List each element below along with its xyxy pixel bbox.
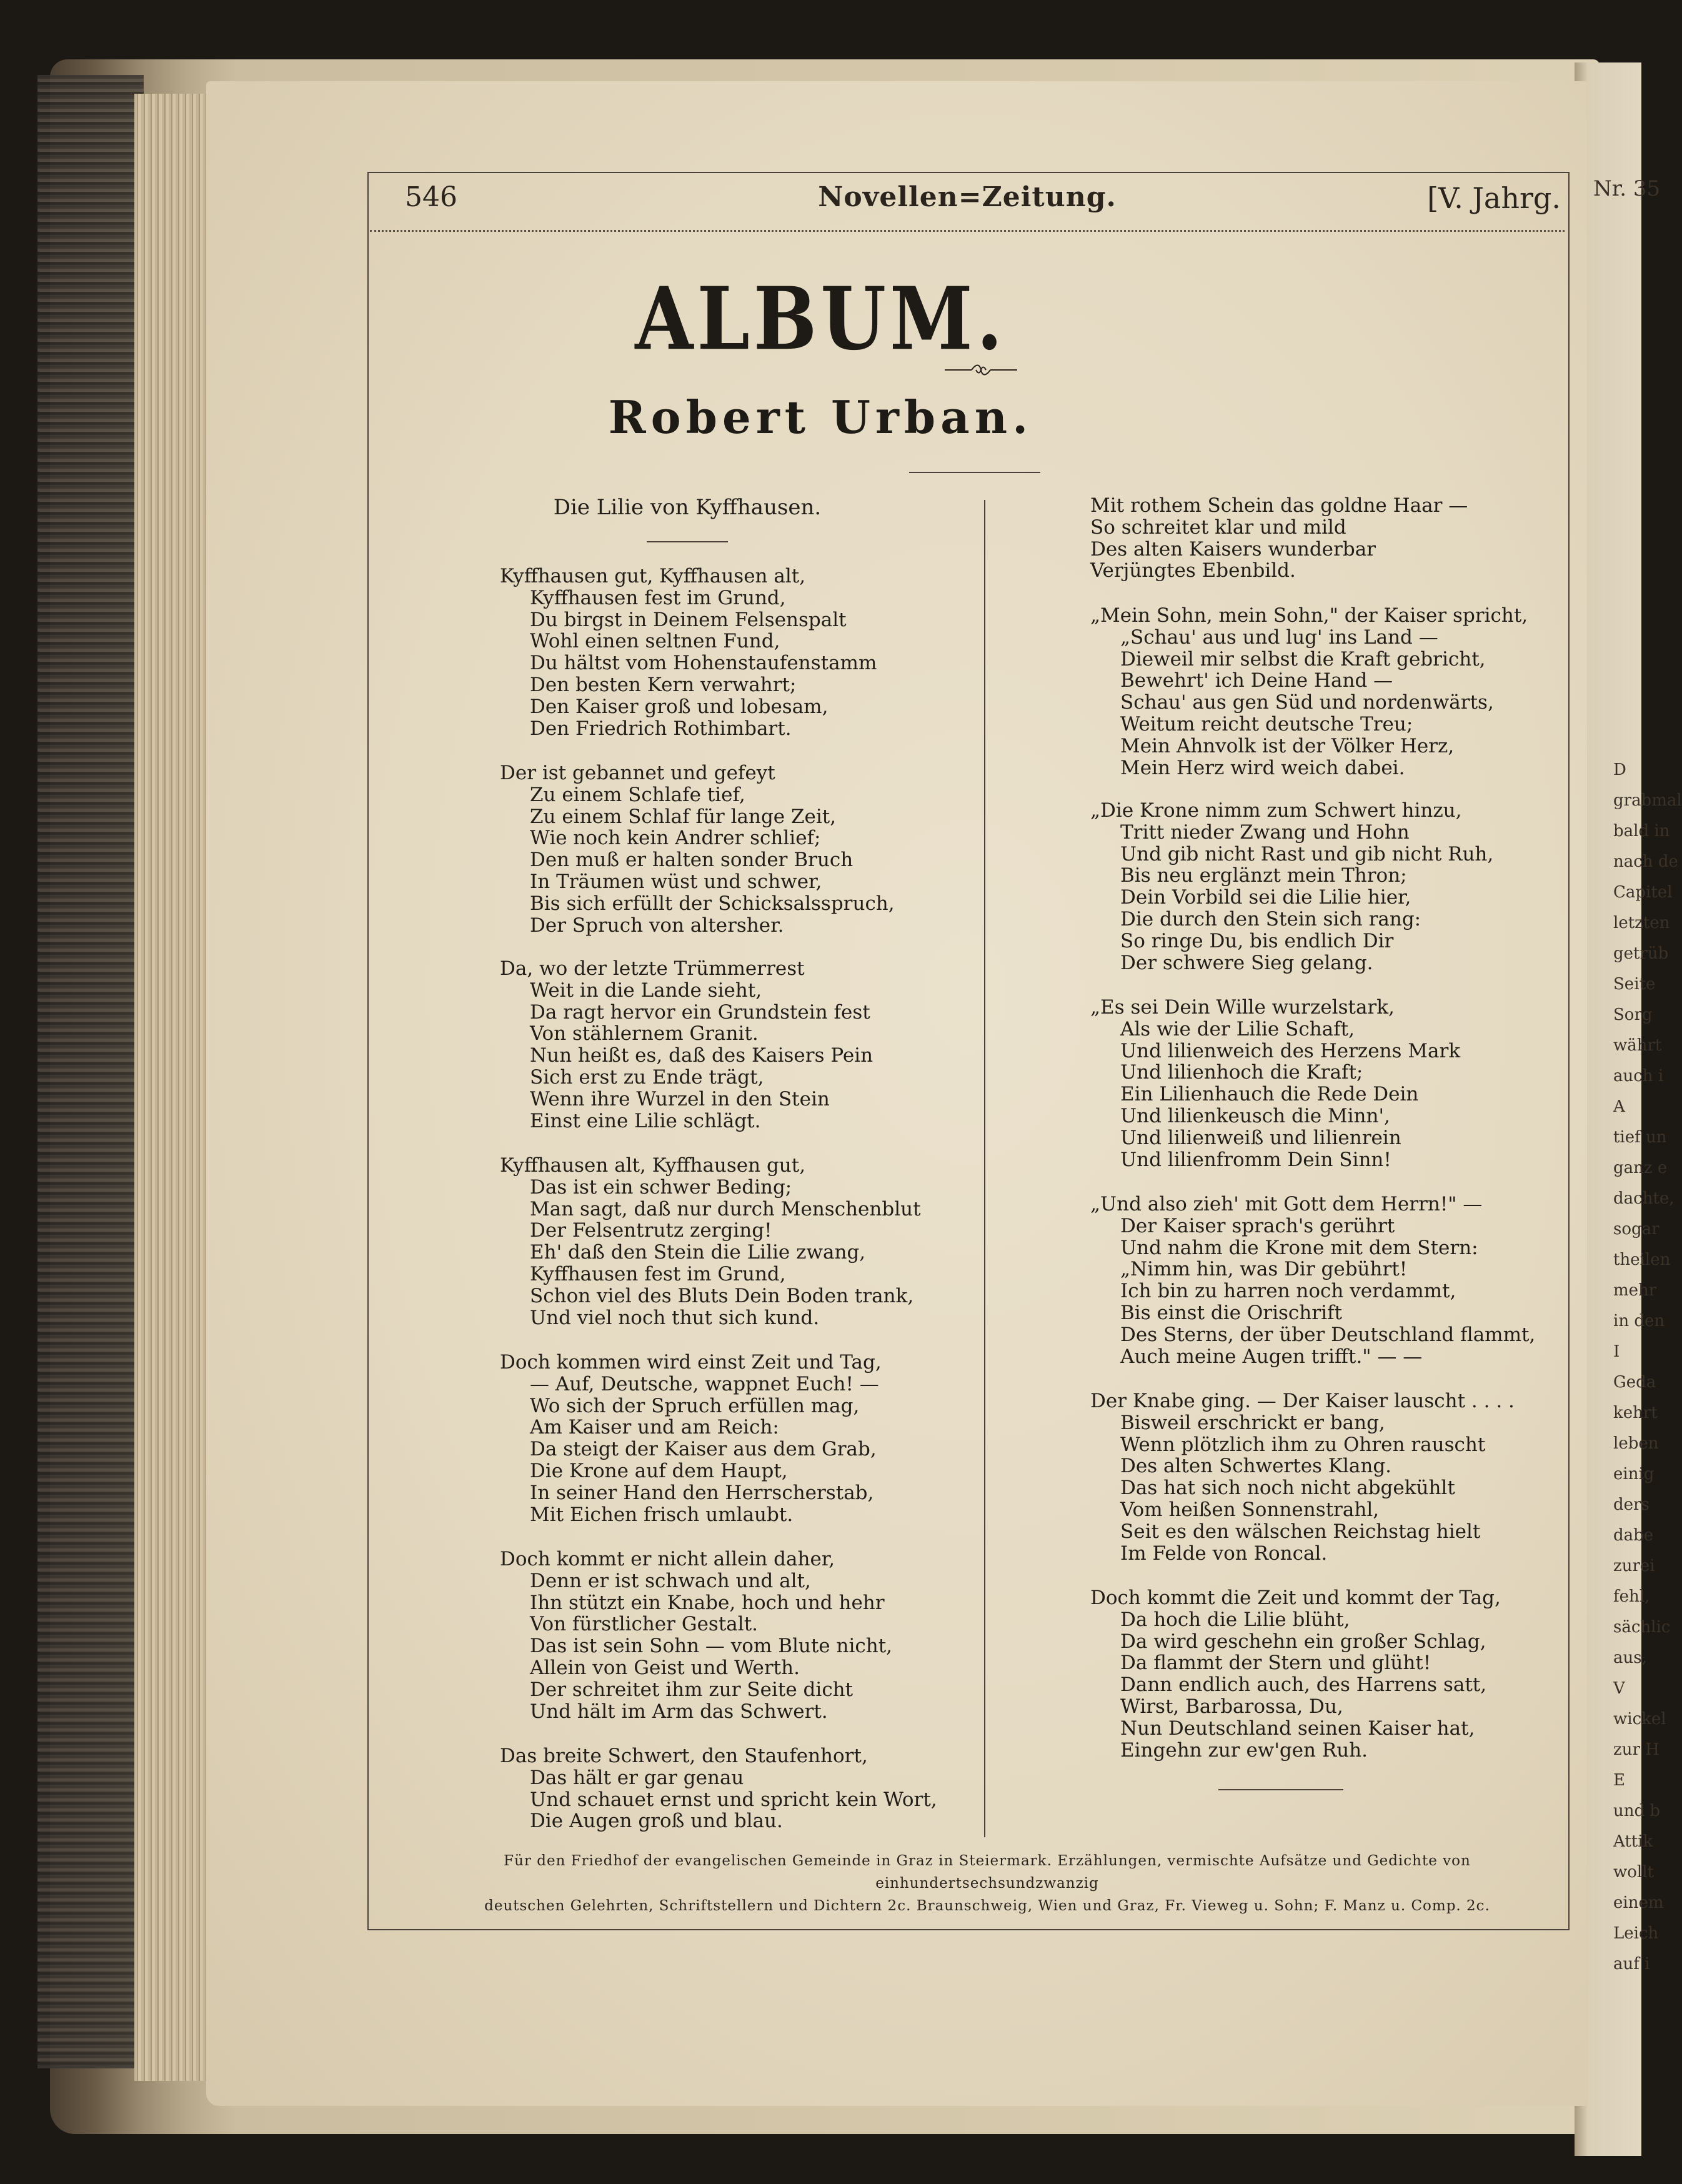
verse-line: So schreitet klar und mild bbox=[1090, 516, 1346, 539]
next-page-fragment: Sorg bbox=[1613, 1005, 1653, 1024]
footer-note bbox=[400, 1850, 1575, 1917]
verse-line: Allein von Geist und Werth. bbox=[530, 1656, 800, 1679]
verse-line: Des alten Kaisers wunderbar bbox=[1090, 537, 1376, 561]
next-page-fragment: letzten bbox=[1613, 914, 1670, 932]
next-page-fragment: Seite bbox=[1613, 975, 1656, 994]
stanza bbox=[1090, 1194, 1535, 1367]
verse-line: Und viel noch thut sich kund. bbox=[530, 1306, 820, 1329]
stanza bbox=[500, 762, 895, 936]
verse-line: Kyffhausen alt, Kyffhausen gut, bbox=[500, 1154, 806, 1177]
verse-line: Der Spruch von altersher. bbox=[530, 914, 784, 937]
verse-line: Zu einem Schlafe tief, bbox=[530, 783, 745, 806]
verse-line: Seit es den wälschen Reichstag hielt bbox=[1120, 1520, 1481, 1543]
next-page-fragment: E bbox=[1613, 1771, 1625, 1790]
verse-line: Nun Deutschland seinen Kaiser hat, bbox=[1120, 1717, 1475, 1740]
next-page-fragment: in den bbox=[1613, 1312, 1665, 1330]
verse-line: Doch kommt er nicht allein daher, bbox=[500, 1548, 835, 1570]
page-number: 546 bbox=[405, 181, 457, 213]
verse-line: Den Friedrich Rothimbart. bbox=[530, 717, 792, 740]
next-page-fragment: theilen bbox=[1613, 1250, 1671, 1269]
next-page-fragment: V bbox=[1613, 1679, 1625, 1698]
volume-label: [V. Jahrg. bbox=[1427, 181, 1561, 215]
verse-line: Da, wo der letzte Trümmerrest bbox=[500, 957, 805, 980]
verse-line: Da hoch die Lilie blüht, bbox=[1120, 1608, 1350, 1631]
next-page-fragment: dachte, bbox=[1613, 1189, 1675, 1208]
verse-line: „Nimm hin, was Dir gebührt! bbox=[1120, 1258, 1408, 1281]
verse-line: Eingehn zur ew'gen Ruh. bbox=[1120, 1738, 1368, 1762]
verse-line: Auch meine Augen trifft." — — bbox=[1120, 1345, 1423, 1368]
verse-line: Wenn plötzlich ihm zu Ohren rauscht bbox=[1120, 1433, 1486, 1456]
next-page-fragment: einem bbox=[1613, 1893, 1664, 1912]
verse-line: Bewehrt' ich Deine Hand — bbox=[1120, 669, 1393, 692]
verse-line: Mit rothem Schein das goldne Haar — bbox=[1090, 494, 1468, 517]
next-page-fragment: auch i bbox=[1613, 1067, 1664, 1085]
verse-line: Vom heißen Sonnenstrahl, bbox=[1120, 1498, 1380, 1521]
next-page-fragment: D bbox=[1613, 760, 1626, 779]
next-page-fragment: I bbox=[1613, 1342, 1620, 1361]
verse-line: Des Sterns, der über Deutschland flammt, bbox=[1120, 1323, 1536, 1346]
stanza bbox=[500, 1745, 937, 1832]
next-page-fragment: sogar bbox=[1613, 1220, 1660, 1239]
verse-line: Den muß er halten sonder Bruch bbox=[530, 849, 853, 872]
author-name: Robert Urban. bbox=[608, 391, 1033, 444]
verse-line: „Es sei Dein Wille wurzelstark, bbox=[1090, 996, 1395, 1019]
verse-line: Da wird geschehn ein großer Schlag, bbox=[1120, 1630, 1486, 1653]
verse-line: So ringe Du, bis endlich Dir bbox=[1120, 929, 1394, 952]
verse-line: Dann endlich auch, des Harrens satt, bbox=[1120, 1673, 1487, 1697]
next-page-fragment: tief un bbox=[1613, 1128, 1667, 1147]
footer-line: deutschen Gelehrten, Schriftstellern und Dichtern 2c. Braunschweig, Wien und Graz, Fr. Vieweg u. Sohn; F. Manz u. Comp. 2c. bbox=[484, 1898, 1490, 1914]
verse-line: „Schau' aus und lug' ins Land — bbox=[1120, 626, 1438, 649]
footer-line: Für den Friedhof der evangelischen Gemeinde in Graz in Steiermark. Erzählungen, vermischte Aufsätze und Gedichte von einhundertsechsundzwanzig bbox=[504, 1853, 1471, 1892]
verse-line: Von stählernem Granit. bbox=[530, 1022, 759, 1045]
verse-line: Ihn stützt ein Knabe, hoch und hehr bbox=[530, 1591, 885, 1614]
next-page-fragment: wollt bbox=[1613, 1863, 1654, 1882]
verse-line: Tritt nieder Zwang und Hohn bbox=[1120, 820, 1410, 844]
verse-line: Den Kaiser groß und lobesam, bbox=[530, 695, 829, 718]
verse-line: Dieweil mir selbst die Kraft gebricht, bbox=[1120, 647, 1486, 671]
verse-line: Sich erst zu Ende trägt, bbox=[530, 1065, 764, 1089]
verse-line: Ein Lilienhauch die Rede Dein bbox=[1120, 1083, 1419, 1106]
column-divider bbox=[984, 500, 985, 1837]
verse-line: Und gib nicht Rast und gib nicht Ruh, bbox=[1120, 842, 1494, 865]
verse-line: Und lilienhoch die Kraft; bbox=[1120, 1061, 1363, 1084]
verse-line: Den besten Kern verwahrt; bbox=[530, 673, 797, 696]
verse-line: Du hältst vom Hohenstaufenstamm bbox=[530, 652, 877, 675]
verse-line: Und lilienweiß und lilienrein bbox=[1120, 1126, 1401, 1149]
next-page-fragment: ganz e bbox=[1613, 1159, 1668, 1177]
verse-line: Der schreitet ihm zur Seite dicht bbox=[530, 1678, 853, 1701]
next-page-fragment: A bbox=[1613, 1097, 1625, 1116]
stanza bbox=[500, 1352, 882, 1525]
stanza bbox=[1090, 800, 1493, 974]
verse-line: Wohl einen seltnen Fund, bbox=[530, 630, 780, 653]
stanza bbox=[500, 566, 877, 739]
header-rule bbox=[370, 230, 1565, 232]
next-page-fragment: Attik bbox=[1613, 1832, 1653, 1851]
next-page-fragment: getrüb bbox=[1613, 944, 1669, 963]
verse-line: Mein Herz wird weich dabei. bbox=[1120, 756, 1405, 779]
verse-line: — Auf, Deutsche, wappnet Euch! — bbox=[530, 1372, 879, 1395]
verse-line: Des alten Schwertes Klang. bbox=[1120, 1455, 1392, 1478]
verse-line: Und hält im Arm das Schwert. bbox=[530, 1700, 828, 1723]
stanza bbox=[1090, 605, 1528, 779]
verse-line: Schau' aus gen Süd und nordenwärts, bbox=[1120, 691, 1494, 714]
next-page-fragment: nach de bbox=[1613, 852, 1678, 871]
verse-line: Im Felde von Roncal. bbox=[1120, 1542, 1328, 1565]
journal-title: Novellen=Zeitung. bbox=[818, 181, 1117, 213]
next-page-fragment: grabmal bbox=[1613, 791, 1682, 810]
verse-line: Am Kaiser und am Reich: bbox=[530, 1416, 779, 1439]
verse-line: Bisweil erschrickt er bang, bbox=[1120, 1411, 1385, 1434]
verse-line: Bis neu erglänzt mein Thron; bbox=[1120, 864, 1407, 887]
verse-line: Dein Vorbild sei die Lilie hier, bbox=[1120, 886, 1411, 909]
next-page-fragment: wickel bbox=[1613, 1710, 1666, 1728]
next-page-fragment: sächlic bbox=[1613, 1618, 1671, 1637]
verse-line: Bis sich erfüllt der Schicksalsspruch, bbox=[530, 892, 895, 915]
verse-line: Und nahm die Krone mit dem Stern: bbox=[1120, 1236, 1478, 1259]
next-page-fragment: bald in bbox=[1613, 822, 1670, 840]
stanza bbox=[1090, 1587, 1501, 1761]
verse-line: Kyffhausen fest im Grund, bbox=[530, 1262, 786, 1285]
next-page-fragment: einig bbox=[1613, 1465, 1655, 1483]
next-page-fragment: währt bbox=[1613, 1036, 1662, 1055]
verse-line: Das hält er gar genau bbox=[530, 1766, 744, 1789]
verse-line: Und schauet ernst und spricht kein Wort, bbox=[530, 1788, 937, 1811]
next-page-fragment: aus, bbox=[1613, 1648, 1647, 1667]
book-spine bbox=[37, 75, 144, 2068]
next-page-fragment: und b bbox=[1613, 1802, 1661, 1820]
verse-line: Zu einem Schlaf für lange Zeit, bbox=[530, 805, 837, 828]
verse-line: Von fürstlicher Gestalt. bbox=[530, 1613, 759, 1636]
verse-line: Das breite Schwert, den Staufenhort, bbox=[500, 1745, 868, 1767]
verse-line: Weit in die Lande sieht, bbox=[530, 979, 762, 1002]
stanza bbox=[500, 1548, 892, 1722]
verse-line: Wenn ihre Wurzel in den Stein bbox=[530, 1087, 830, 1110]
verse-line: Die Augen groß und blau. bbox=[530, 1810, 783, 1833]
verse-line: Schon viel des Bluts Dein Boden trank, bbox=[530, 1284, 914, 1307]
end-rule bbox=[1218, 1789, 1343, 1790]
verse-line: Die durch den Stein sich rang: bbox=[1120, 907, 1421, 930]
album-title: ALBUM. bbox=[635, 268, 1007, 370]
verse-line: Doch kommt die Zeit und kommt der Tag, bbox=[1090, 1587, 1501, 1609]
verse-line: Mein Ahnvolk ist der Völker Herz, bbox=[1120, 734, 1455, 757]
verse-line: Der Knabe ging. — Der Kaiser lauscht . . . . bbox=[1090, 1390, 1515, 1412]
verse-line: Da ragt hervor ein Grundstein fest bbox=[530, 1000, 870, 1024]
verse-line: „Die Krone nimm zum Schwert hinzu, bbox=[1090, 799, 1462, 822]
verse-line: In seiner Hand den Herrscherstab, bbox=[530, 1481, 874, 1504]
verse-line: Das hat sich noch nicht abgekühlt bbox=[1120, 1477, 1455, 1500]
next-page-fragment: dabe bbox=[1613, 1526, 1654, 1545]
verse-line: Und lilienkeusch die Minn', bbox=[1120, 1104, 1390, 1127]
verse-line: Doch kommen wird einst Zeit und Tag, bbox=[500, 1351, 882, 1374]
stanza bbox=[1090, 495, 1468, 582]
next-page-fragment: ders bbox=[1613, 1495, 1650, 1514]
verse-line: Kyffhausen fest im Grund, bbox=[530, 586, 786, 609]
verse-line: Da flammt der Stern und glüht! bbox=[1120, 1652, 1431, 1675]
verse-line: Nun heißt es, daß des Kaisers Pein bbox=[530, 1044, 873, 1067]
verse-line: Mit Eichen frisch umlaubt. bbox=[530, 1503, 794, 1526]
verse-line: „Mein Sohn, mein Sohn," der Kaiser spricht, bbox=[1090, 604, 1528, 627]
stanza bbox=[500, 1155, 921, 1329]
next-page-fragment: mehr bbox=[1613, 1281, 1657, 1300]
poem-title-rule bbox=[647, 541, 728, 542]
verse-line: Kyffhausen gut, Kyffhausen alt, bbox=[500, 565, 806, 587]
verse-line: Da steigt der Kaiser aus dem Grab, bbox=[530, 1438, 877, 1461]
verse-line: Die Krone auf dem Haupt, bbox=[530, 1459, 788, 1482]
verse-line: Das ist sein Sohn — vom Blute nicht, bbox=[530, 1635, 893, 1658]
next-page-fragment: Geda bbox=[1613, 1373, 1656, 1392]
next-page-fragment: zur H bbox=[1613, 1740, 1660, 1759]
title-rule bbox=[909, 472, 1040, 473]
verse-line: Weitum reicht deutsche Treu; bbox=[1120, 712, 1413, 735]
verse-line: Und lilienweich des Herzens Mark bbox=[1120, 1039, 1461, 1062]
verse-line: Verjüngtes Ebenbild. bbox=[1090, 559, 1296, 582]
stanza bbox=[1090, 1390, 1515, 1564]
next-page-fragment: fehl, bbox=[1613, 1587, 1650, 1606]
poem-title: Die Lilie von Kyffhausen. bbox=[553, 495, 822, 520]
verse-line: Der Kaiser sprach's gerührt bbox=[1120, 1214, 1395, 1237]
verse-line: Das ist ein schwer Beding; bbox=[530, 1175, 792, 1199]
next-page-header: Nr. 35 bbox=[1593, 176, 1661, 201]
ornament-flourish bbox=[943, 362, 1018, 377]
verse-line: Wirst, Barbarossa, Du, bbox=[1120, 1695, 1343, 1718]
verse-line: Du birgst in Deinem Felsenspalt bbox=[530, 608, 847, 631]
verse-line: Als wie der Lilie Schaft, bbox=[1120, 1017, 1355, 1040]
stanza bbox=[1090, 997, 1460, 1170]
verse-line: Der Felsentrutz zerging! bbox=[530, 1219, 772, 1242]
verse-line: In Träumen wüst und schwer, bbox=[530, 870, 822, 893]
verse-line: Bis einst die Orischrift bbox=[1120, 1301, 1342, 1324]
verse-line: Denn er ist schwach und alt, bbox=[530, 1569, 811, 1592]
stanza bbox=[500, 958, 873, 1132]
verse-line: Man sagt, daß nur durch Menschenblut bbox=[530, 1197, 921, 1220]
verse-line: Der ist gebannet und gefeyt bbox=[500, 762, 775, 784]
next-page-fragment: Capitel bbox=[1613, 883, 1673, 902]
next-page-fragment: kehrt bbox=[1613, 1404, 1658, 1422]
verse-line: Einst eine Lilie schlägt. bbox=[530, 1109, 761, 1132]
verse-line: „Und also zieh' mit Gott dem Herrn!" — bbox=[1090, 1193, 1483, 1215]
verse-line: Eh' daß den Stein die Lilie zwang, bbox=[530, 1241, 866, 1264]
verse-line: Und lilienfromm Dein Sinn! bbox=[1120, 1148, 1391, 1171]
verse-line: Wo sich der Spruch erfüllen mag, bbox=[530, 1394, 860, 1417]
page-header bbox=[367, 175, 1567, 228]
verse-line: Wie noch kein Andrer schlief; bbox=[530, 827, 821, 850]
verse-line: Der schwere Sieg gelang. bbox=[1120, 951, 1373, 974]
verse-line: Ich bin zu harren noch verdammt, bbox=[1120, 1280, 1456, 1303]
next-page-fragment: Leich bbox=[1613, 1924, 1659, 1943]
next-page-fragment: auf i bbox=[1613, 1955, 1650, 1973]
next-page-fragment: zurei bbox=[1613, 1557, 1655, 1575]
next-page-fragment: leben bbox=[1613, 1434, 1659, 1453]
